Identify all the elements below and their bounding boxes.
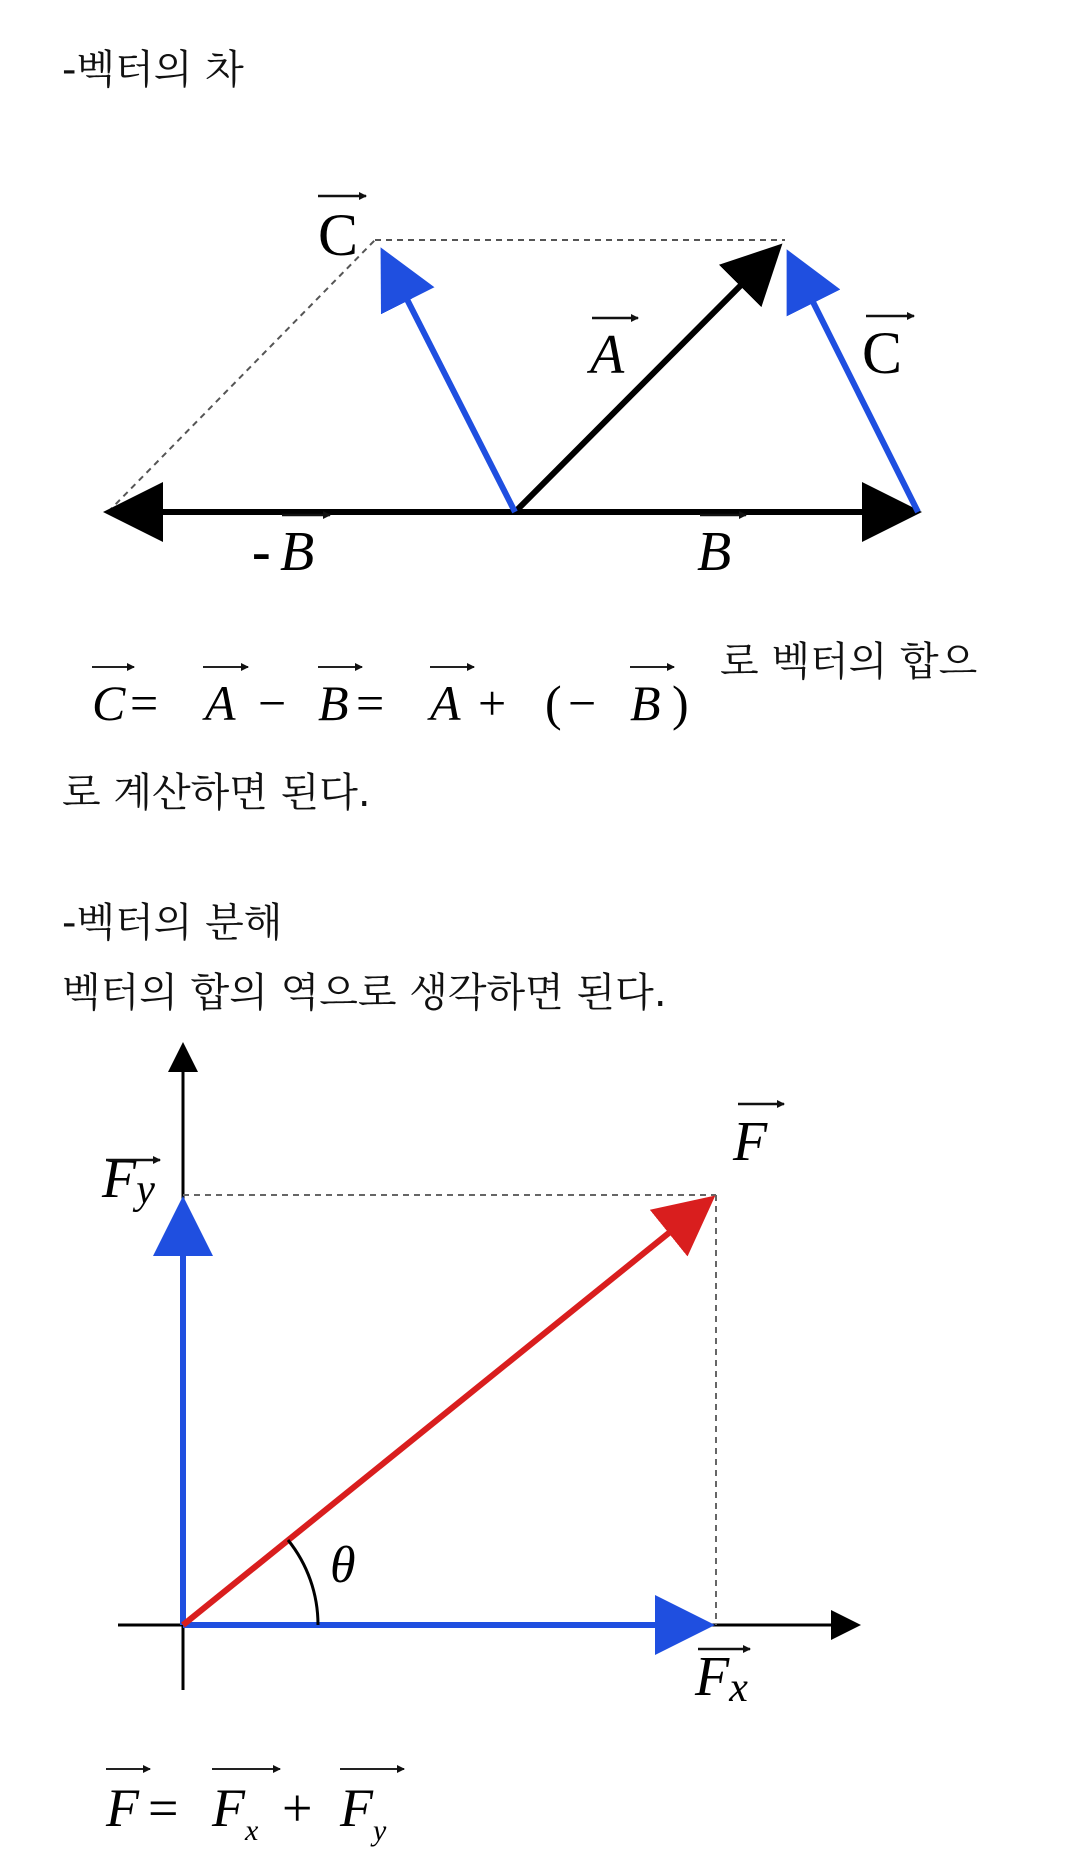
label-neg-b-sign: - — [252, 521, 271, 583]
label-fy-sub: y — [136, 1167, 155, 1213]
label-c-right: C — [862, 320, 903, 386]
eq2-fy-sub: y — [373, 1814, 387, 1847]
eq1-plus: + — [478, 675, 507, 731]
decomposition-description: 벡터의 합의 역으로 생각하면 된다. — [62, 970, 667, 1016]
eq1-lparen: ( — [545, 675, 562, 731]
label-fy — [101, 1148, 155, 1213]
eq1-b2: B — [630, 675, 661, 731]
label-theta: θ — [330, 1537, 356, 1594]
eq2-plus: + — [282, 1778, 313, 1838]
vector-c-right — [792, 260, 918, 512]
eq2-fx-main: F — [212, 1778, 245, 1838]
label-fx — [694, 1646, 748, 1711]
label-fx-main: F — [695, 1646, 730, 1708]
label-b: B — [697, 521, 732, 583]
eq2-fy-main: F — [340, 1778, 373, 1838]
equation-vector-difference — [0, 640, 720, 740]
eq1-neg: − — [568, 675, 597, 731]
eq2-f: F — [106, 1778, 139, 1838]
difference-text-line2: 로 계산하면 된다. — [62, 770, 371, 816]
eq1-a2: A — [430, 675, 461, 731]
vector-a — [515, 252, 774, 512]
label-neg-b: B — [280, 521, 315, 583]
vector-difference-diagram — [0, 170, 1080, 590]
eq1-c: C — [92, 675, 126, 731]
eq1-b1: B — [318, 675, 349, 731]
difference-text-tail: 로 벡터의 합으 — [720, 639, 978, 685]
eq2-equals: = — [148, 1778, 179, 1838]
guide-dashed-left — [108, 240, 375, 512]
vector-f — [183, 1203, 706, 1625]
label-c-left: C — [318, 202, 359, 268]
eq2-fy — [339, 1778, 387, 1847]
eq1-equals-2: = — [356, 675, 385, 731]
label-fx-sub: x — [729, 1665, 748, 1711]
heading-vector-decomposition: -벡터의 분해 — [62, 900, 283, 946]
heading-vector-difference: -벡터의 차 — [62, 47, 244, 93]
eq2-fx-sub: x — [245, 1814, 259, 1847]
label-fy-main: F — [102, 1148, 137, 1210]
eq1-rparen: ) — [672, 675, 689, 731]
eq1-minus: − — [258, 675, 287, 731]
eq1-a1: A — [205, 675, 236, 731]
vector-c-left — [386, 258, 515, 512]
label-a: A — [590, 324, 625, 386]
eq1-equals-1: = — [130, 675, 159, 731]
label-f: F — [733, 1111, 768, 1173]
equation-vector-decomposition — [0, 1744, 460, 1864]
vector-decomposition-diagram — [0, 1040, 1080, 1711]
angle-arc — [288, 1540, 318, 1625]
eq2-fx — [211, 1778, 259, 1847]
